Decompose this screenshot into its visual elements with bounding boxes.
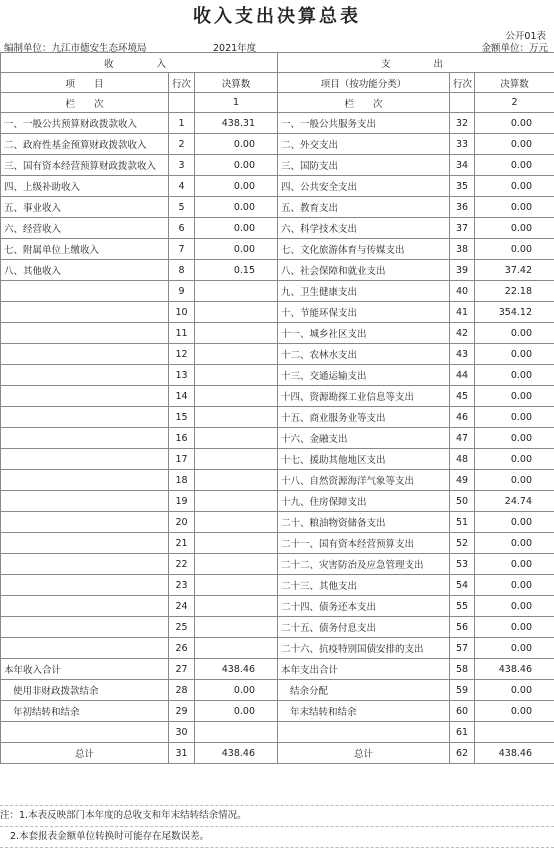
table-row [1, 386, 554, 407]
col-header-item: 项 目 [1, 73, 169, 93]
expense-item [278, 722, 450, 743]
expense-row-number: 36 [450, 197, 475, 218]
income-amount: 0.00 [195, 239, 278, 260]
table-row [1, 617, 554, 638]
expense-item: 本年支出合计 [278, 659, 450, 680]
income-row-number: 22 [169, 554, 195, 575]
table-row [1, 491, 554, 512]
income-item: 总计 [1, 743, 169, 764]
income-amount [195, 302, 278, 323]
expense-row-number: 50 [450, 491, 475, 512]
expense-row-number: 33 [450, 134, 475, 155]
expense-item: 二十、粮油物资储备支出 [278, 512, 450, 533]
column-index-value: 1 [195, 93, 278, 113]
income-item: 四、上级补助收入 [1, 176, 169, 197]
income-item [1, 638, 169, 659]
income-amount: 0.00 [195, 197, 278, 218]
expense-amount: 0.00 [475, 323, 554, 344]
income-item [1, 323, 169, 344]
expense-amount: 0.00 [475, 155, 554, 176]
expense-item: 七、文化旅游体育与传媒支出 [278, 239, 450, 260]
expense-row-number: 46 [450, 407, 475, 428]
expense-item: 十二、农林水支出 [278, 344, 450, 365]
table-row [1, 155, 554, 176]
note-1: 注：1.本表反映部门本年度的总收支和年末结转结余情况。 [0, 805, 554, 826]
expense-amount: 0.00 [475, 407, 554, 428]
table-row [1, 680, 554, 701]
expense-item: 总计 [278, 743, 450, 764]
expense-amount: 0.00 [475, 680, 554, 701]
expense-item: 年末结转和结余 [278, 701, 450, 722]
income-item [1, 554, 169, 575]
currency-unit: 金额单位：万元 [481, 43, 548, 54]
expense-amount: 0.00 [475, 638, 554, 659]
expense-amount: 0.00 [475, 113, 554, 134]
expense-row-number: 58 [450, 659, 475, 680]
income-section-header: 收 入 [1, 53, 278, 73]
income-row-number: 27 [169, 659, 195, 680]
table-row [1, 281, 554, 302]
income-item [1, 491, 169, 512]
income-amount [195, 281, 278, 302]
compiling-unit: 编制单位：九江市德安生态环境局 [4, 43, 147, 54]
expense-item: 二十一、国有资本经营预算支出 [278, 533, 450, 554]
expense-amount: 438.46 [475, 743, 554, 764]
income-row-number: 2 [169, 134, 195, 155]
income-row-number: 20 [169, 512, 195, 533]
expense-row-number: 55 [450, 596, 475, 617]
income-row-number: 19 [169, 491, 195, 512]
income-item [1, 449, 169, 470]
expense-item: 五、教育支出 [278, 197, 450, 218]
col-header-row-2: 行次 [450, 73, 475, 93]
expense-row-number: 59 [450, 680, 475, 701]
table-row [1, 659, 554, 680]
expense-row-number: 51 [450, 512, 475, 533]
income-row-number: 21 [169, 533, 195, 554]
expense-row-number: 43 [450, 344, 475, 365]
expense-amount: 0.00 [475, 533, 554, 554]
expense-row-number: 32 [450, 113, 475, 134]
column-index-label: 栏 次 [1, 93, 169, 113]
income-item: 本年收入合计 [1, 659, 169, 680]
income-amount: 0.00 [195, 680, 278, 701]
expense-item: 二十六、抗疫特别国债安排的支出 [278, 638, 450, 659]
report-year: 2021年度 [213, 43, 257, 54]
expense-amount: 0.00 [475, 617, 554, 638]
income-amount [195, 575, 278, 596]
expense-item: 二、外交支出 [278, 134, 450, 155]
expense-section-header: 支 出 [278, 53, 554, 73]
income-row-number: 6 [169, 218, 195, 239]
table-row [1, 701, 554, 722]
expense-item: 十六、金融支出 [278, 428, 450, 449]
expense-row-number: 52 [450, 533, 475, 554]
income-item: 七、附属单位上缴收入 [1, 239, 169, 260]
income-amount [195, 491, 278, 512]
table-row [1, 218, 554, 239]
income-row-number: 15 [169, 407, 195, 428]
form-number: 公开01表 [505, 31, 546, 42]
expense-row-number: 61 [450, 722, 475, 743]
expense-row-number: 44 [450, 365, 475, 386]
expense-amount: 0.00 [475, 176, 554, 197]
note-2: 2.本套报表金额单位转换时可能存在尾数误差。 [0, 826, 554, 848]
income-item [1, 428, 169, 449]
expense-item: 十、节能环保支出 [278, 302, 450, 323]
table-row [1, 113, 554, 134]
table-row [1, 344, 554, 365]
expense-item: 一、一般公共服务支出 [278, 113, 450, 134]
expense-item: 二十三、其他支出 [278, 575, 450, 596]
table-row [1, 722, 554, 743]
income-row-number: 26 [169, 638, 195, 659]
income-amount [195, 407, 278, 428]
income-amount [195, 596, 278, 617]
table-row [1, 176, 554, 197]
expense-row-number: 48 [450, 449, 475, 470]
expense-amount: 0.00 [475, 344, 554, 365]
income-row-number: 3 [169, 155, 195, 176]
income-item [1, 596, 169, 617]
expense-row-number: 41 [450, 302, 475, 323]
col-header-amount-2: 决算数 [475, 73, 554, 93]
income-row-number: 23 [169, 575, 195, 596]
col-header-amount: 决算数 [195, 73, 278, 93]
income-row-number: 7 [169, 239, 195, 260]
expense-amount: 0.00 [475, 449, 554, 470]
table-row [1, 407, 554, 428]
income-amount [195, 344, 278, 365]
income-row-number: 28 [169, 680, 195, 701]
expense-row-number: 42 [450, 323, 475, 344]
expense-amount: 0.00 [475, 701, 554, 722]
income-amount: 0.00 [195, 176, 278, 197]
table-row [1, 428, 554, 449]
expense-row-number: 54 [450, 575, 475, 596]
expense-amount: 0.00 [475, 365, 554, 386]
income-amount [195, 449, 278, 470]
income-amount [195, 512, 278, 533]
expense-item: 十四、资源勘探工业信息等支出 [278, 386, 450, 407]
expense-item: 二十四、债务还本支出 [278, 596, 450, 617]
income-item: 三、国有资本经营预算财政拨款收入 [1, 155, 169, 176]
income-amount: 438.46 [195, 659, 278, 680]
income-row-number: 1 [169, 113, 195, 134]
expense-row-number: 39 [450, 260, 475, 281]
income-item: 一、一般公共预算财政拨款收入 [1, 113, 169, 134]
income-row-number: 30 [169, 722, 195, 743]
income-row-number: 18 [169, 470, 195, 491]
expense-item: 六、科学技术支出 [278, 218, 450, 239]
report-title: 收入支出决算总表 [193, 6, 361, 27]
col-header-item-func: 项目（按功能分类） [278, 73, 450, 93]
income-amount [195, 722, 278, 743]
expense-amount: 0.00 [475, 596, 554, 617]
income-amount: 0.00 [195, 701, 278, 722]
table-row [1, 323, 554, 344]
income-amount [195, 428, 278, 449]
expense-amount: 0.00 [475, 512, 554, 533]
table-row [1, 575, 554, 596]
expense-amount: 0.00 [475, 239, 554, 260]
expense-amount: 438.46 [475, 659, 554, 680]
expense-amount: 37.42 [475, 260, 554, 281]
expense-item: 十九、住房保障支出 [278, 491, 450, 512]
expense-row-number: 38 [450, 239, 475, 260]
income-item [1, 533, 169, 554]
expense-amount: 0.00 [475, 134, 554, 155]
expense-item: 结余分配 [278, 680, 450, 701]
income-row-number: 10 [169, 302, 195, 323]
income-item [1, 722, 169, 743]
income-row-number: 25 [169, 617, 195, 638]
expense-amount: 0.00 [475, 428, 554, 449]
expense-amount: 24.74 [475, 491, 554, 512]
table-row [1, 554, 554, 575]
expense-row-number: 49 [450, 470, 475, 491]
col-header-row: 行次 [169, 73, 195, 93]
income-amount [195, 323, 278, 344]
income-amount: 438.31 [195, 113, 278, 134]
column-index-blank [169, 93, 195, 113]
table-row [1, 302, 554, 323]
income-item [1, 344, 169, 365]
expense-item: 十三、交通运输支出 [278, 365, 450, 386]
income-row-number: 31 [169, 743, 195, 764]
income-row-number: 14 [169, 386, 195, 407]
expense-row-number: 62 [450, 743, 475, 764]
expense-row-number: 56 [450, 617, 475, 638]
income-item: 年初结转和结余 [1, 701, 169, 722]
income-amount: 438.46 [195, 743, 278, 764]
income-item: 二、政府性基金预算财政拨款收入 [1, 134, 169, 155]
income-item: 使用非财政拨款结余 [1, 680, 169, 701]
expense-item: 九、卫生健康支出 [278, 281, 450, 302]
expense-item: 十七、援助其他地区支出 [278, 449, 450, 470]
expense-item: 三、国防支出 [278, 155, 450, 176]
table-row [1, 638, 554, 659]
expense-amount: 0.00 [475, 218, 554, 239]
income-row-number: 8 [169, 260, 195, 281]
income-item: 六、经营收入 [1, 218, 169, 239]
income-row-number: 16 [169, 428, 195, 449]
income-amount [195, 638, 278, 659]
table-row [1, 134, 554, 155]
income-item [1, 365, 169, 386]
expense-amount: 0.00 [475, 575, 554, 596]
income-amount: 0.00 [195, 218, 278, 239]
notes [0, 805, 554, 848]
income-amount: 0.15 [195, 260, 278, 281]
income-item [1, 302, 169, 323]
income-row-number: 17 [169, 449, 195, 470]
income-item [1, 512, 169, 533]
income-amount [195, 386, 278, 407]
expense-amount: 354.12 [475, 302, 554, 323]
table-row [1, 533, 554, 554]
income-row-number: 13 [169, 365, 195, 386]
column-index-blank-2 [450, 93, 475, 113]
expense-item: 十一、城乡社区支出 [278, 323, 450, 344]
expense-amount [475, 722, 554, 743]
income-item [1, 386, 169, 407]
expense-item: 八、社会保障和就业支出 [278, 260, 450, 281]
expense-row-number: 47 [450, 428, 475, 449]
expense-item: 二十五、债务付息支出 [278, 617, 450, 638]
income-amount: 0.00 [195, 155, 278, 176]
expense-row-number: 53 [450, 554, 475, 575]
income-item [1, 407, 169, 428]
income-amount [195, 554, 278, 575]
income-item [1, 575, 169, 596]
income-amount [195, 470, 278, 491]
income-row-number: 24 [169, 596, 195, 617]
expense-amount: 0.00 [475, 386, 554, 407]
expense-item: 十八、自然资源海洋气象等支出 [278, 470, 450, 491]
expense-row-number: 34 [450, 155, 475, 176]
expense-item: 二十二、灾害防治及应急管理支出 [278, 554, 450, 575]
column-index-label-2: 栏 次 [278, 93, 450, 113]
income-item [1, 281, 169, 302]
expense-row-number: 40 [450, 281, 475, 302]
income-item [1, 617, 169, 638]
expense-row-number: 57 [450, 638, 475, 659]
table-row [1, 365, 554, 386]
income-amount [195, 617, 278, 638]
table-row [1, 470, 554, 491]
income-amount [195, 365, 278, 386]
income-item [1, 470, 169, 491]
expense-row-number: 60 [450, 701, 475, 722]
expense-row-number: 37 [450, 218, 475, 239]
income-row-number: 4 [169, 176, 195, 197]
income-item: 五、事业收入 [1, 197, 169, 218]
expense-amount: 22.18 [475, 281, 554, 302]
expense-item: 十五、商业服务业等支出 [278, 407, 450, 428]
income-row-number: 11 [169, 323, 195, 344]
expense-amount: 0.00 [475, 554, 554, 575]
expense-amount: 0.00 [475, 470, 554, 491]
income-row-number: 29 [169, 701, 195, 722]
expense-amount: 0.00 [475, 197, 554, 218]
column-index-value-2: 2 [475, 93, 554, 113]
income-expense-table [0, 52, 554, 764]
table-row [1, 743, 554, 764]
table-row [1, 512, 554, 533]
income-amount: 0.00 [195, 134, 278, 155]
income-row-number: 12 [169, 344, 195, 365]
table-row [1, 596, 554, 617]
expense-item: 四、公共安全支出 [278, 176, 450, 197]
table-row [1, 197, 554, 218]
income-row-number: 9 [169, 281, 195, 302]
table-row [1, 260, 554, 281]
income-amount [195, 533, 278, 554]
income-item: 八、其他收入 [1, 260, 169, 281]
income-row-number: 5 [169, 197, 195, 218]
expense-row-number: 35 [450, 176, 475, 197]
table-row [1, 239, 554, 260]
table-row [1, 449, 554, 470]
expense-row-number: 45 [450, 386, 475, 407]
